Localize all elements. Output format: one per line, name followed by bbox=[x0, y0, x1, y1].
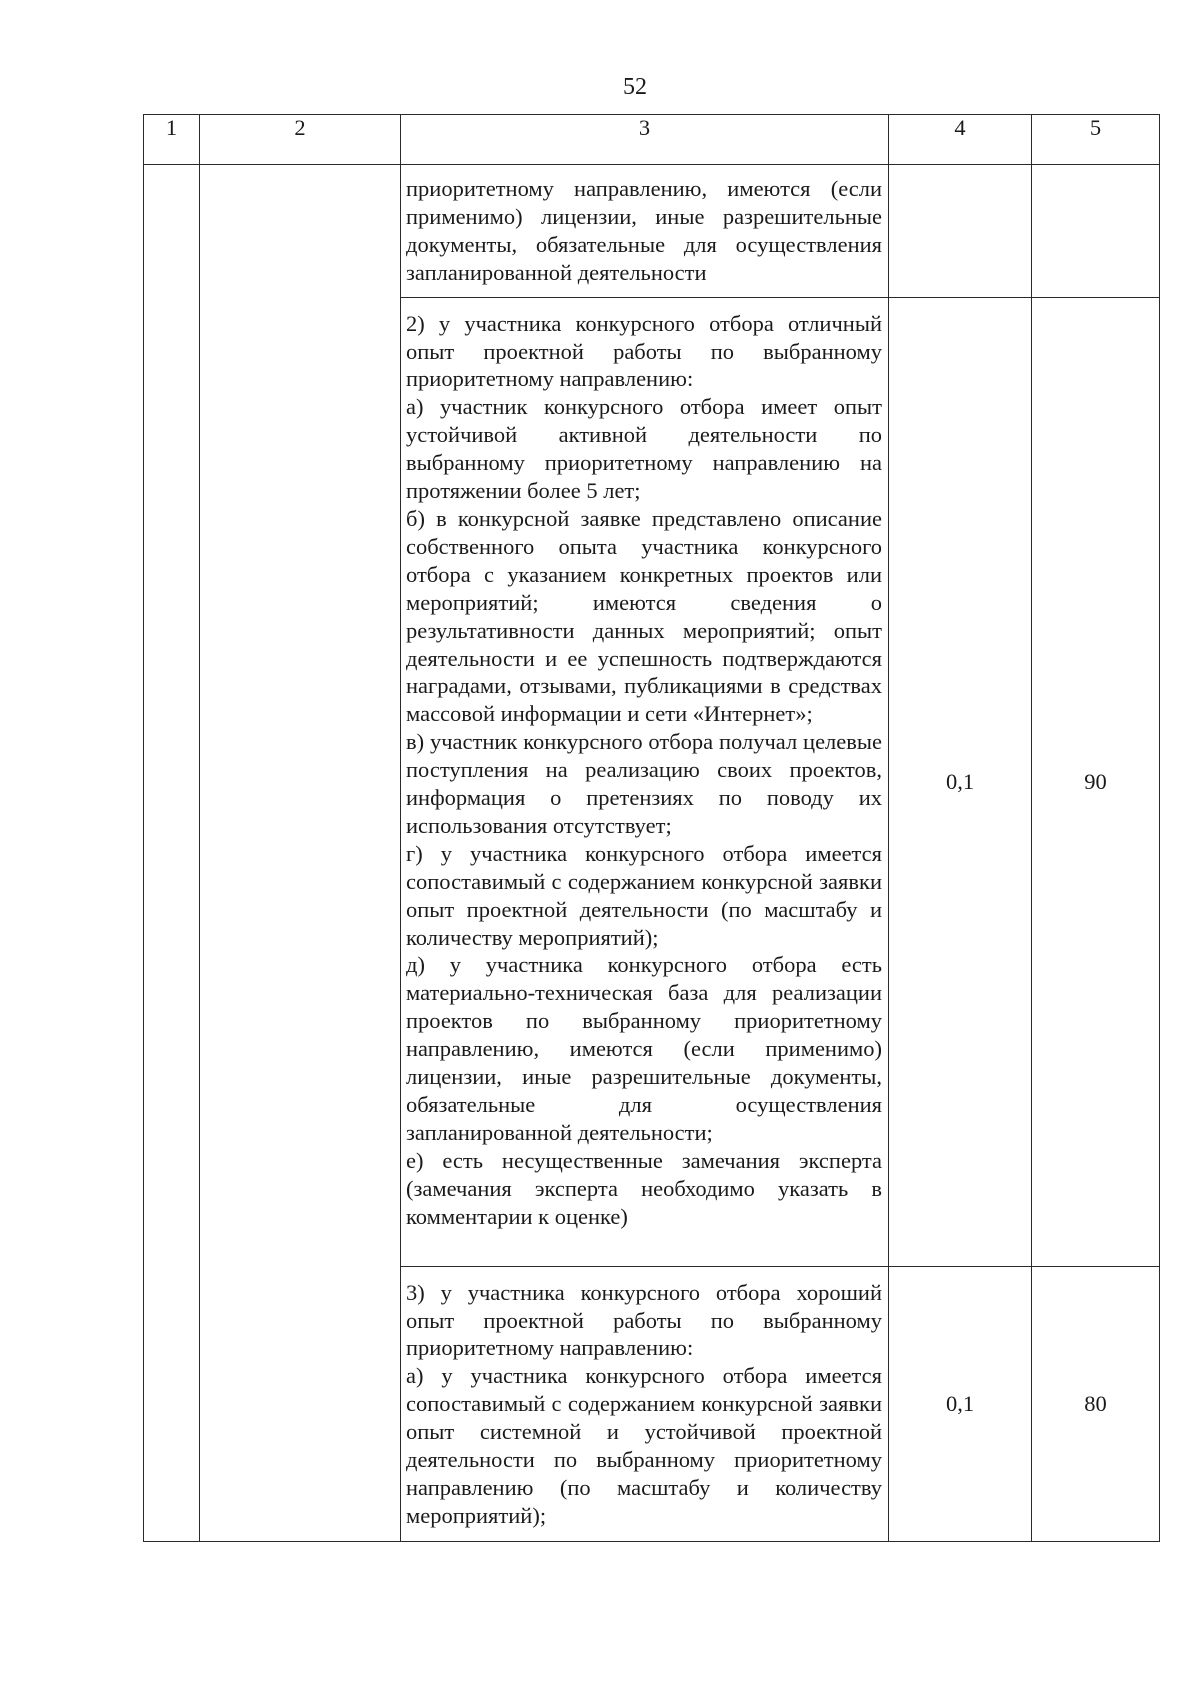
table-header-row bbox=[144, 115, 1160, 165]
score-cell bbox=[1032, 165, 1160, 298]
weight-cell: 0,1 bbox=[889, 1266, 1032, 1541]
header-cell: 4 bbox=[889, 115, 1032, 165]
criterion-paragraph: приоритетному направлению, имеются (если применимо) лицензии, иные разрешительные документы, обязательные для осуществления запланированной деятельности bbox=[406, 176, 882, 285]
criterion-paragraph: г) у участника конкурсного отбора имеется сопоставимый с содержанием конкурсной заявки опыт проектной деятельности (по масштабу и количеству мероприятий); bbox=[406, 840, 882, 950]
header-cell: 1 bbox=[144, 115, 200, 165]
criterion-paragraph: е) есть несущественные замечания эксперта (замечания эксперта необходимо указать в комментарии к оценке) bbox=[406, 1147, 882, 1229]
header-cell: 2 bbox=[200, 115, 401, 165]
weight-cell bbox=[889, 165, 1032, 298]
criterion-paragraph: 3) у участника конкурсного отбора хороший опыт проектной работы по выбранному приоритетному направлению: bbox=[406, 1279, 882, 1361]
score-cell: 80 bbox=[1032, 1266, 1160, 1541]
criterion-text-cell bbox=[401, 297, 889, 1266]
criterion-paragraph: в) участник конкурсного отбора получал целевые поступления на реализацию своих проектов, информация о претензиях по поводу их использования отсутствует; bbox=[406, 729, 882, 838]
score-cell: 90 bbox=[1032, 297, 1160, 1266]
table-row bbox=[144, 165, 1160, 298]
col2-cell bbox=[200, 165, 401, 1542]
criteria-table bbox=[143, 114, 1160, 1542]
weight-cell: 0,1 bbox=[889, 297, 1032, 1266]
criterion-paragraph: б) в конкурсной заявке представлено описание собственного опыта участника конкурсного отбора с указанием конкретных проектов или мероприятий; имеются сведения о результативности данных мероприятий; опыт деятельности и ее успешность подтверждаются наградами, отзывами, публикациями в средствах массовой информации и сети «Интернет»; bbox=[406, 505, 882, 727]
header-cell: 5 bbox=[1032, 115, 1160, 165]
criterion-paragraph: д) у участника конкурсного отбора есть материально-техническая база для реализации проектов по выбранному приоритетному направлению, имеются (если применимо) лицензии, иные разрешительные документы, обязательные для осуществления запланированной деятельности; bbox=[406, 952, 882, 1145]
page-number: 52 bbox=[623, 74, 647, 100]
criterion-paragraph: а) у участника конкурсного отбора имеется сопоставимый с содержанием конкурсной заявки опыт системной и устойчивой проектной деятельности по выбранному приоритетному направлению (по масштабу и количеству мероприятий); bbox=[406, 1363, 882, 1528]
criterion-text-cell bbox=[401, 1266, 889, 1541]
col1-cell bbox=[144, 165, 200, 1542]
criterion-paragraph: а) участник конкурсного отбора имеет опыт устойчивой активной деятельности по выбранному приоритетному направлению на протяжении более 5 лет; bbox=[406, 394, 882, 504]
criterion-paragraph: 2) у участника конкурсного отбора отличный опыт проектной работы по выбранному приоритетному направлению: bbox=[406, 310, 882, 392]
criterion-text-cell bbox=[401, 165, 889, 298]
header-cell: 3 bbox=[401, 115, 889, 165]
